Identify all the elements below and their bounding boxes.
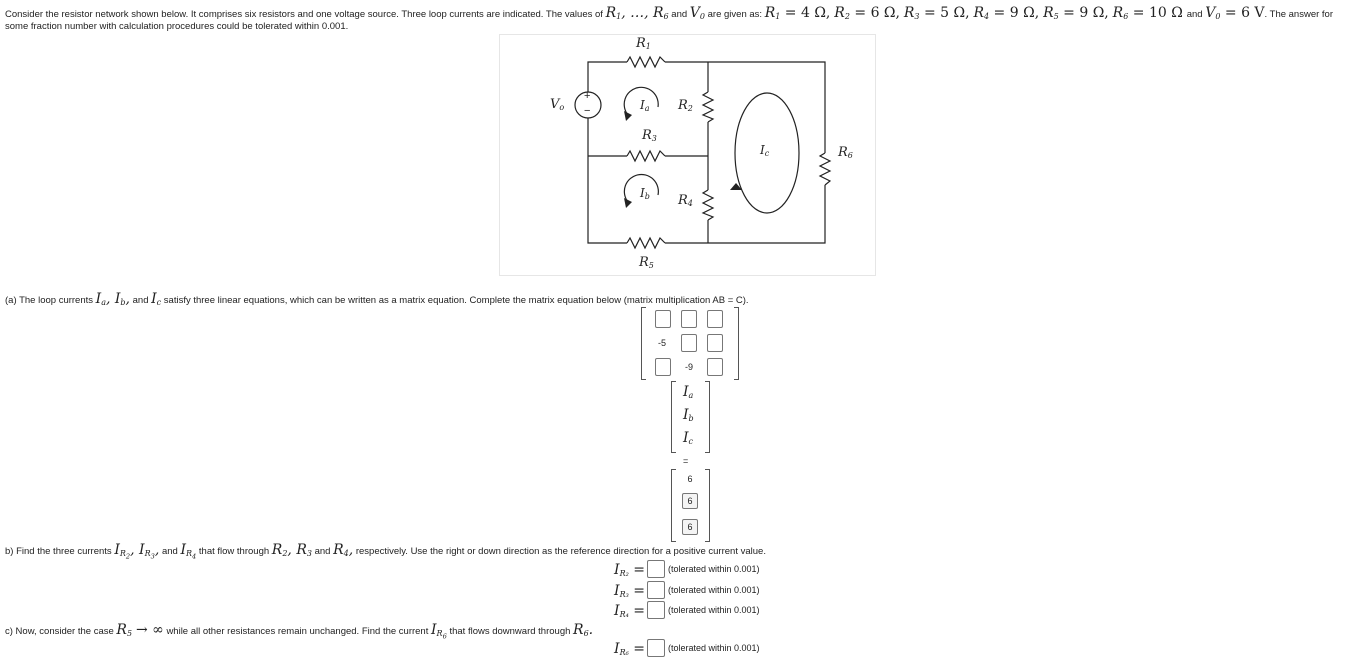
vector-c-right-bracket [705, 469, 710, 542]
source-plus: + [584, 90, 591, 102]
label-r5: $R_5$ [639, 255, 654, 270]
vector-c-r3-select[interactable]: 6 [682, 519, 698, 535]
label-r1: $R_1$ [636, 36, 651, 51]
label-ic: $I_c$ [760, 143, 770, 158]
matrix-a-r2c3-input[interactable] [707, 334, 723, 352]
val-r4: 9 Ω, [1009, 5, 1040, 21]
vector-b-ia: $I_a$ [683, 384, 694, 400]
label-ib: $I_b$ [640, 186, 650, 201]
matrix-a-r1c1-input[interactable] [655, 310, 671, 328]
problem-statement: Consider the resistor network shown below. It comprises six resistors and one voltage source. Three loop currents are indicated. The values of $R_1$, …, $R_6$ and $V_0$ are given as: $R_1 = 4$ Ω, $R_2 = 6$ Ω, $R_3 = 5$ Ω, $R_4 = 9$ Ω, $R_5 = 9$ Ω, $R_6 = 10$ Ω and $V_0 = 6$ V. The answer for [5, 5, 1333, 21]
matrix-a-r1c2-input[interactable] [681, 310, 697, 328]
answer-ir3-tolerance: (tolerated within 0.001) [668, 585, 760, 595]
matrix-a-r2c1-value: -5 [657, 338, 666, 348]
source-minus: − [584, 105, 591, 117]
val-r1: 4 Ω, [800, 5, 831, 21]
intro-line2: some fraction number with calculation procedures could be tolerated within 0.001. [5, 21, 349, 32]
val-r6: 10 Ω [1148, 5, 1183, 21]
matrix-a-r2c2-input[interactable] [681, 334, 697, 352]
answer-row-ir2 [603, 559, 760, 579]
matrix-a-right-bracket [734, 307, 739, 380]
matrix-a-r3c1-input[interactable] [655, 358, 671, 376]
vector-b-ic: $I_c$ [683, 430, 694, 446]
matrix-a-r3c2-value: -9 [684, 362, 693, 372]
vector-c-r2-select[interactable]: 6 [682, 493, 698, 509]
answer-ir4-input[interactable] [647, 601, 665, 619]
part-c-text: c) Now, consider the case $R_5$ → ∞ while all other resistances remain unchanged. Find the current $I_{R_6}$ that flows downward through $R_6$. [5, 622, 594, 641]
vector-b-left-bracket [671, 381, 676, 453]
answer-ir6-tolerance: (tolerated within 0.001) [668, 643, 760, 653]
answer-ir6-input[interactable] [647, 639, 665, 657]
answer-ir2-tolerance: (tolerated within 0.001) [668, 564, 760, 574]
equals-sign: = [683, 456, 689, 466]
circuit-figure [500, 35, 875, 275]
answer-row-ir4 [603, 600, 760, 620]
matrix-a-left-bracket [641, 307, 646, 380]
val-r2: 6 Ω, [870, 5, 900, 21]
vector-c-r1-value: 6 [687, 474, 693, 484]
matrix-a-r1c3-input[interactable] [707, 310, 723, 328]
math-r-range: $R_1$, …, $R_6$ [605, 5, 669, 21]
val-r5: 9 Ω, [1079, 5, 1109, 21]
math-v0: $V_0$ [689, 5, 705, 21]
vector-c-left-bracket [671, 469, 676, 542]
answer-row-ir6 [603, 638, 760, 658]
answer-ir4-label: $I_{R_4}$ = [614, 602, 645, 619]
answer-ir6-label: $I_{R_6}$ = [614, 640, 645, 657]
answer-ir3-input[interactable] [647, 581, 665, 599]
intro-text-c: are given as: [707, 9, 763, 20]
intro-text-b: and [671, 9, 688, 20]
vector-b-ib: $I_b$ [683, 407, 694, 423]
answer-row-ir3 [603, 580, 760, 600]
intro-text-e: . The answer for [1264, 9, 1333, 20]
intro-text-d: and [1186, 9, 1203, 20]
label-r6: $R_6$ [838, 145, 853, 160]
answer-ir4-tolerance: (tolerated within 0.001) [668, 605, 760, 615]
answer-ir2-label: $I_{R_2}$ = [614, 561, 645, 578]
label-r4: $R_4$ [678, 193, 693, 208]
answer-ir2-input[interactable] [647, 560, 665, 578]
answer-ir3-label: $I_{R_3}$ = [614, 582, 645, 599]
label-ia: $I_a$ [640, 98, 650, 113]
vector-b-right-bracket [705, 381, 710, 453]
val-r3: 5 Ω, [940, 5, 970, 21]
label-r2: $R_2$ [678, 98, 693, 113]
circuit-diagram [500, 35, 875, 275]
label-r3: $R_3$ [642, 128, 657, 143]
label-vo: $V_o$ [550, 97, 565, 112]
part-a-text: (a) The loop currents $I_a$, $I_b$, and $I_c$ satisfy three linear equations, which can be written as a matrix equation. Complete the matrix equation below (matrix multiplication AB = C). [5, 291, 749, 307]
val-v0: 6 V [1241, 5, 1265, 21]
part-b-text: b) Find the three currents $I_{R_2}$, $I_{R_3}$, and $I_{R_4}$ that flow through $R_2$, $R_3$ and $R_4$, respectively. Use the right or down direction as the reference direction for a positive current value. [5, 542, 766, 561]
matrix-a-r3c3-input[interactable] [707, 358, 723, 376]
intro-text-a: Consider the resistor network shown below. It comprises six resistors and one voltage source. Three loop currents are indicated. The values of [5, 9, 603, 20]
math-values: $R_1 = 4$ Ω, $R_2 = 6$ Ω, $R_3 = 5$ Ω, $R_4 = 9$ Ω, $R_5 = 9$ Ω, $R_6 = 10$ Ω [764, 5, 1183, 21]
